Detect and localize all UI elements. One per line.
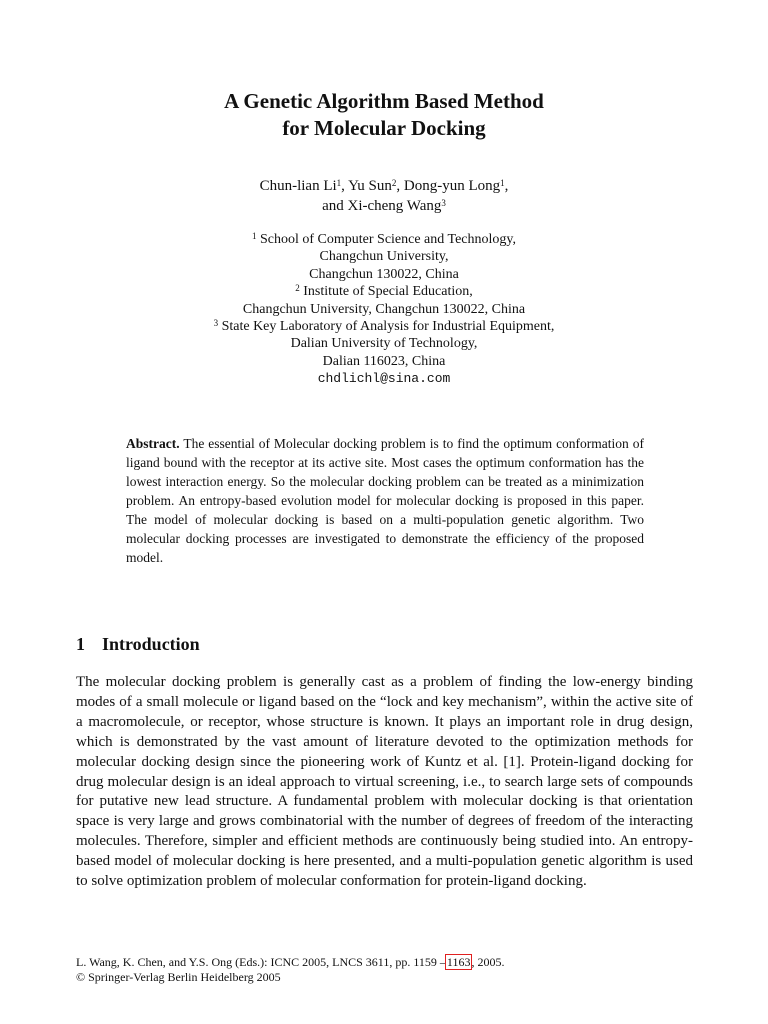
author-separator: ,: [341, 178, 349, 194]
author-line-2: [0, 196, 768, 216]
body-paragraph: The molecular docking problem is generally cast as a problem of finding the low-energy binding modes of a small molecule or ligand based on the “lock and key mechanism”, within the active site of a macromolecule, or receptor, whose structure is known. It plays an important role in drug design, which is demonstrated by the vast amount of literature devoted to the optimization methods for molecular docking design since the pioneering work of Kuntz et al. [1]. Protein-ligand docking for drug molecular design is an ideal approach to virtual screening, i.e., to search large sets of compounds for putative new lead structure. A fundamental problem with molecular docking is that orientation space is very large and grows combinatorial with the number of degrees of freedom of the interacting molecules. Therefore, simpler and efficient methods are continuously being studied into. An entropy-based model of molecular docking is here presented, and a multi-population genetic algorithm is used to solve optimization problem of molecular conformation for protein-ligand docking.: [76, 674, 693, 890]
affiliation-line: Changchun University,: [319, 249, 449, 265]
author-name: Chun-lian Li: [259, 178, 337, 194]
author-name: Dong-yun Long: [403, 178, 501, 194]
affiliation-line: [0, 231, 768, 248]
citation-text: L. Wang, K. Chen, and Y.S. Ong (Eds.): ICNC 2005, LNCS 3611, pp. 1159 –: [76, 955, 446, 969]
title-line-2: for Molecular Docking: [282, 116, 486, 140]
paper-title: [0, 88, 768, 142]
abstract-text: The essential of Molecular docking problem is to find the optimum conformation of ligand bound with the receptor at its active site. Most cases the optimum conformation has the lowest interaction energy. So the molecular docking problem can be treated as a minimization problem. An entropy-based evolution model for molecular docking is proposed in this paper. The model of molecular docking is based on a multi-population genetic algorithm. Two molecular docking processes are investigated to demonstrate the efficiency of the proposed model.: [126, 436, 644, 565]
author-email: [0, 370, 768, 387]
affiliation-mark: 3: [213, 318, 219, 329]
affiliation-mark: 1: [251, 231, 257, 241]
email-address[interactable]: chdlichl@sina.com: [317, 371, 451, 387]
affiliation-line: Dalian 116023, China: [322, 353, 446, 369]
author-name: Yu Sun: [348, 178, 392, 194]
abstract-block: [126, 434, 644, 567]
copyright-line: © Springer-Verlag Berlin Heidelberg 2005: [76, 970, 281, 984]
abstract-label: Abstract.: [126, 436, 180, 451]
affiliation-line: Dalian University of Technology,: [290, 336, 478, 352]
author-affiliation-mark: 1: [500, 178, 505, 188]
affiliation-line: Changchun 130022, China: [309, 266, 459, 282]
abstract-paragraph: [126, 434, 644, 567]
introduction-body: [76, 673, 693, 892]
affiliation-line: Changchun University, Changchun 130022, China: [242, 301, 526, 317]
author-separator: ,: [504, 178, 509, 194]
page-range-link[interactable]: 1163: [446, 955, 471, 969]
author-line-1: [0, 176, 768, 196]
section-heading: [76, 632, 696, 656]
title-line-1: A Genetic Algorithm Based Method: [224, 89, 544, 113]
author-separator: ,: [396, 178, 404, 194]
citation-year: , 2005.: [471, 955, 505, 969]
affiliation-text: State Key Laboratory of Analysis for Industrial Equipment,: [218, 319, 555, 335]
affiliation-mark: 2: [295, 283, 300, 294]
affiliation-line: [0, 318, 768, 335]
author-list: [0, 176, 768, 216]
author-name: Xi-cheng Wang: [347, 198, 442, 214]
citation-line: [76, 955, 696, 970]
section-title: Introduction: [102, 634, 200, 654]
section-number: 1: [76, 634, 85, 654]
affiliation-text: School of Computer Science and Technology,: [256, 232, 517, 247]
affiliation-block: [0, 231, 768, 388]
affiliation-text: Institute of Special Education,: [299, 284, 473, 300]
author-affiliation-mark: 2: [391, 178, 397, 188]
author-affiliation-mark: 3: [441, 198, 446, 208]
affiliation-line: [0, 283, 768, 300]
author-conjunction: and: [322, 198, 348, 214]
page-footer: [76, 955, 696, 985]
author-affiliation-mark: 1: [336, 178, 342, 188]
